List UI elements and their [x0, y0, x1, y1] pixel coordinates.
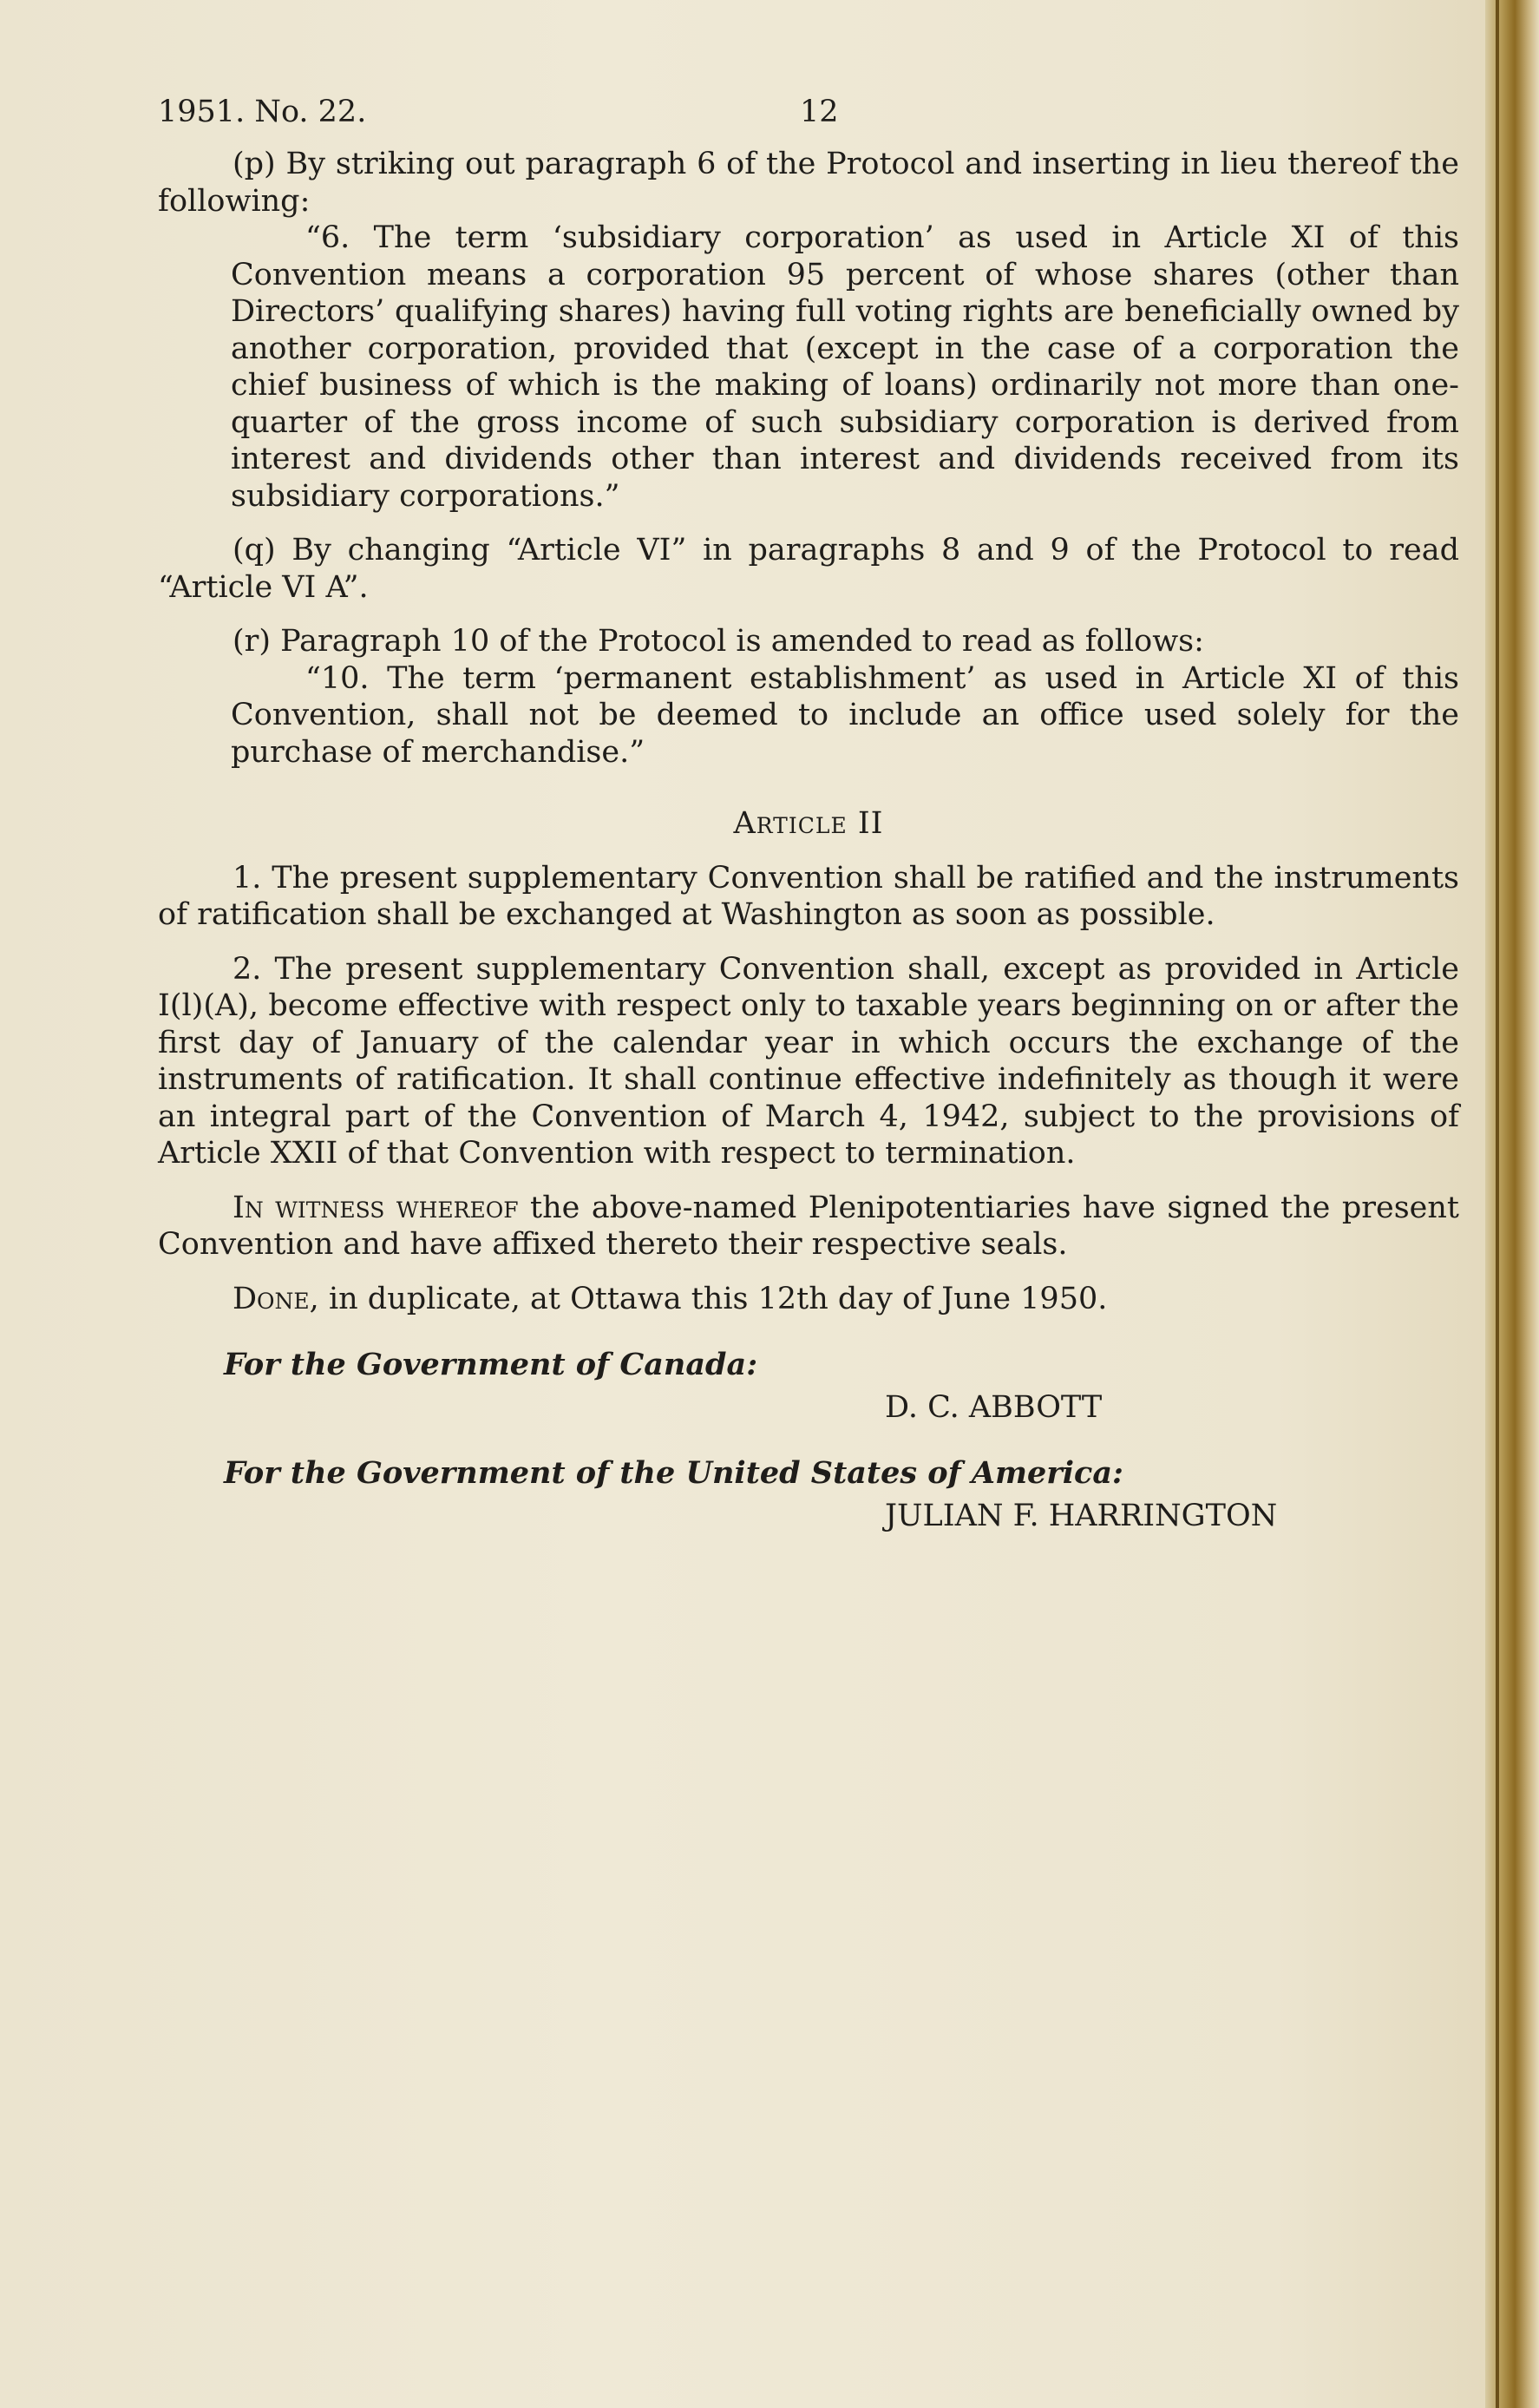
- paragraph-q: (q) By changing “Article VI” in paragraphs 8 and 9 of the Protocol to read “Article VI A”.: [158, 533, 1459, 605]
- done-lead: Done,: [232, 1281, 319, 1316]
- paragraph-p-intro: (p) By striking out paragraph 6 of the Protocol and inserting in lieu thereof the following:: [158, 147, 1459, 219]
- us-signatory-name: JULIAN F. HARRINGTON: [885, 1498, 1278, 1533]
- witness-text: the above-named Plenipotentiaries have signed the present Convention and have affixed thereto their respective seals.: [158, 1190, 1459, 1262]
- page-content: [158, 94, 1459, 1534]
- done-text: in duplicate, at Ottawa this 12th day of June 1950.: [318, 1281, 1108, 1316]
- witness-clause: [158, 1190, 1459, 1263]
- article-paragraph-1: 1. The present supplementary Convention shall be ratified and the instruments of ratification shall be exchanged at Washington as soon as possible.: [158, 860, 1459, 932]
- page-number: 12: [800, 95, 839, 129]
- book-spine: [1485, 0, 1539, 2408]
- statute-reference: 1951. No. 22.: [158, 95, 367, 129]
- article-paragraph-2: 2. The present supplementary Convention shall, except as provided in Article I(l)(A), become effective with respect only to taxable years beginning on or after the first day of January of the calendar year in which occurs the exchange of the instruments of ratification. It shall continue effective indefinitely as though it were an integral part of the Convention of March 4, 1942, subject to the provisions of Article XXII of that Convention with respect to termination.: [158, 951, 1459, 1171]
- us-signature-label: For the Government of the United States of America:: [224, 1455, 1123, 1491]
- page-gutter-line: [1496, 0, 1499, 2408]
- witness-lead: In witness whereof: [232, 1190, 519, 1225]
- paragraph-r-intro: (r) Paragraph 10 of the Protocol is amended to read as follows:: [232, 624, 1204, 659]
- running-header: [158, 94, 1459, 146]
- article-heading: Article II: [733, 806, 884, 841]
- paragraph-r-quote: “10. The term ‘permanent establishment’ as used in Article XI of this Convention, shall not be deemed to include an office used solely for the purchase of merchandise.”: [231, 660, 1459, 770]
- canada-signatory-name: D. C. ABBOTT: [885, 1389, 1103, 1425]
- canada-signature-label: For the Government of Canada:: [224, 1347, 758, 1382]
- paragraph-p-quote: “6. The term ‘subsidiary corporation’ as used in Article XI of this Convention means a corporation 95 percent of whose shares (other than Directors’ qualifying shares) having full voting rights are beneficially owned by another corporation, provided that (except in the case of a corporation the chief business of which is the making of loans) ordinarily not more than one-quarter of the gross income of such subsidiary corporation is derived from interest and dividends other than interest and dividends received from its subsidiary corporations.”: [231, 220, 1459, 514]
- done-clause: [158, 1281, 1459, 1318]
